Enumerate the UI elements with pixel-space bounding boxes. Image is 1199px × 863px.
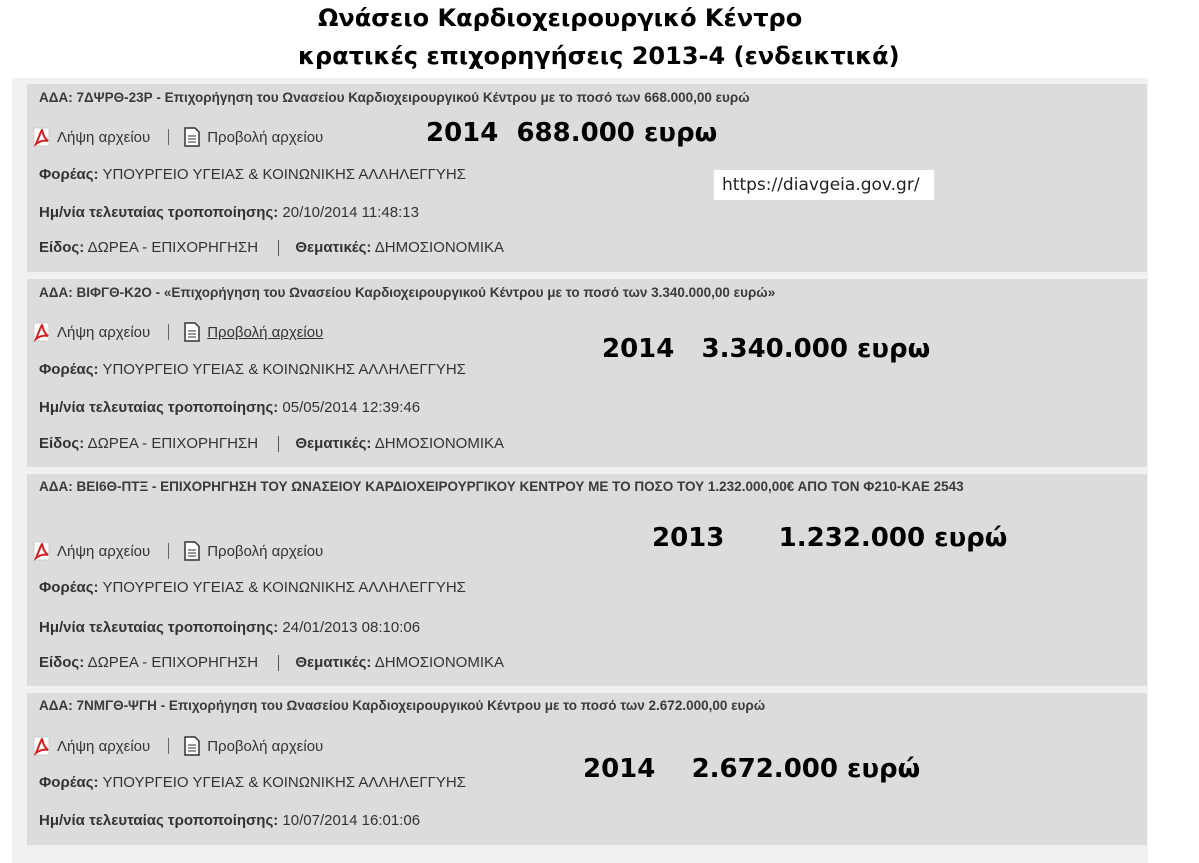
modified-value: 20/10/2014 11:48:13 (282, 204, 419, 221)
agency-row (39, 579, 466, 596)
source-url-note: https://diavgeia.gov.gr/ (714, 170, 934, 200)
divider (278, 436, 279, 452)
agency-row (39, 774, 466, 791)
thematic-label: Θεματικές: (295, 239, 372, 256)
amount-annotation: 2014 3.340.000 ευρω (602, 334, 931, 364)
document-icon (183, 127, 201, 147)
agency-value: ΥΠΟΥΡΓΕΙΟ ΥΓΕΙΑΣ & ΚΟΙΝΩΝΙΚΗΣ ΑΛΛΗΛΕΓΓΥΗΣ (102, 579, 466, 596)
modified-value: 05/05/2014 12:39:46 (282, 399, 421, 416)
type-row (39, 654, 504, 671)
thematic-value: ΔΗΜΟΣΙΟΝΟΜΙΚΑ (374, 239, 505, 256)
document-icon (183, 736, 201, 756)
decision-title-link[interactable]: ΑΔΑ: ΒΙΦΓΘ-Κ2Ο - «Επιχορήγηση του Ωνασείου Καρδιοχειρουργικού Κέντρου με το ποσό των 3.340.000,00 ευρώ» (39, 285, 776, 300)
type-label: Είδος: (39, 239, 85, 256)
divider (168, 738, 169, 754)
title-line-1: Ωνάσειο Καρδιοχειρουργικό Κέντρο (318, 4, 803, 32)
thematic-label: Θεματικές: (295, 435, 372, 452)
title-line-2: κρατικές επιχορηγήσεις 2013-4 (ενδεικτικά) (298, 42, 900, 70)
modified-label: Ημ/νία τελευταίας τροποποίησης: (39, 399, 279, 416)
modified-row (39, 399, 420, 416)
type-value: ΔΩΡΕΑ - ΕΠΙΧΟΡΗΓΗΣΗ (87, 435, 259, 452)
thematic-value: ΔΗΜΟΣΙΟΝΟΜΙΚΑ (374, 654, 505, 671)
decision-card (27, 84, 1147, 272)
download-file-link[interactable]: Λήψη αρχείου (57, 542, 151, 560)
download-file-link[interactable]: Λήψη αρχείου (57, 323, 151, 341)
agency-label: Φορέας: (39, 361, 99, 378)
type-label: Είδος: (39, 654, 85, 671)
type-value: ΔΩΡΕΑ - ΕΠΙΧΟΡΗΓΗΣΗ (87, 654, 259, 671)
divider (168, 324, 169, 340)
modified-label: Ημ/νία τελευταίας τροποποίησης: (39, 204, 279, 221)
thematic-value: ΔΗΜΟΣΙΟΝΟΜΙΚΑ (374, 435, 505, 452)
divider (278, 240, 279, 256)
divider (168, 129, 169, 145)
modified-value: 10/07/2014 16:01:06 (282, 812, 421, 829)
document-icon (183, 541, 201, 561)
type-value: ΔΩΡΕΑ - ΕΠΙΧΟΡΗΓΗΣΗ (87, 239, 259, 256)
type-label: Είδος: (39, 435, 85, 452)
download-file-link[interactable]: Λήψη αρχείου (57, 128, 151, 146)
pdf-icon (33, 541, 51, 561)
decision-title-link[interactable]: ΑΔΑ: ΒΕΙ6Θ-ΠΤΞ - ΕΠΙΧΟΡΗΓΗΣΗ ΤΟΥ ΩΝΑΣΕΙΟΥ ΚΑΡΔΙΟΧΕΙΡΟΥΡΓΙΚΟΥ ΚΕΝΤΡΟΥ ΜΕ ΤΟ ΠΟΣΟ ΤΟΥ 1.232.000,00€ ΑΠΟ ΤΟΝ Φ210-ΚΑΕ 2543 (39, 479, 964, 494)
view-file-link[interactable]: Προβολή αρχείου (207, 737, 324, 755)
modified-row (39, 619, 420, 636)
pdf-icon (33, 736, 51, 756)
agency-label: Φορέας: (39, 774, 99, 791)
modified-label: Ημ/νία τελευταίας τροποποίησης: (39, 812, 279, 829)
decision-title-link[interactable]: ΑΔΑ: 7ΔΨΡΘ-23Ρ - Επιχορήγηση του Ωνασείου Καρδιοχειρουργικού Κέντρου με το ποσό των 668.000,00 ευρώ (39, 90, 750, 105)
pdf-icon (33, 322, 51, 342)
divider (278, 655, 279, 671)
amount-annotation: 2014 688.000 ευρω (426, 118, 718, 148)
modified-row (39, 812, 420, 829)
pdf-icon (33, 127, 51, 147)
thematic-label: Θεματικές: (295, 654, 372, 671)
type-row (39, 239, 504, 256)
agency-row (39, 166, 466, 183)
agency-value: ΥΠΟΥΡΓΕΙΟ ΥΓΕΙΑΣ & ΚΟΙΝΩΝΙΚΗΣ ΑΛΛΗΛΕΓΓΥΗΣ (102, 774, 466, 791)
download-file-link[interactable]: Λήψη αρχείου (57, 737, 151, 755)
modified-label: Ημ/νία τελευταίας τροποποίησης: (39, 619, 279, 636)
agency-label: Φορέας: (39, 579, 99, 596)
agency-label: Φορέας: (39, 166, 99, 183)
modified-value: 24/01/2013 08:10:06 (282, 619, 421, 636)
divider (168, 543, 169, 559)
amount-annotation: 2013 1.232.000 ευρώ (652, 523, 1008, 553)
agency-value: ΥΠΟΥΡΓΕΙΟ ΥΓΕΙΑΣ & ΚΟΙΝΩΝΙΚΗΣ ΑΛΛΗΛΕΓΓΥΗΣ (102, 361, 466, 378)
agency-value: ΥΠΟΥΡΓΕΙΟ ΥΓΕΙΑΣ & ΚΟΙΝΩΝΙΚΗΣ ΑΛΛΗΛΕΓΓΥΗΣ (102, 166, 466, 183)
amount-annotation: 2014 2.672.000 ευρώ (583, 754, 921, 784)
view-file-link[interactable]: Προβολή αρχείου (207, 542, 324, 560)
decision-title-link[interactable]: ΑΔΑ: 7ΝΜΓΘ-ΨΓΗ - Επιχορήγηση του Ωνασείου Καρδιοχειρουργικού Κέντρου με το ποσό των 2.672.000,00 ευρώ (39, 698, 766, 713)
modified-row (39, 204, 419, 221)
view-file-link[interactable]: Προβολή αρχείου (207, 128, 324, 146)
decision-card (27, 474, 1147, 686)
decision-card (27, 279, 1147, 467)
document-icon (183, 322, 201, 342)
view-file-link[interactable]: Προβολή αρχείου (207, 323, 324, 341)
agency-row (39, 361, 466, 378)
type-row (39, 435, 504, 452)
